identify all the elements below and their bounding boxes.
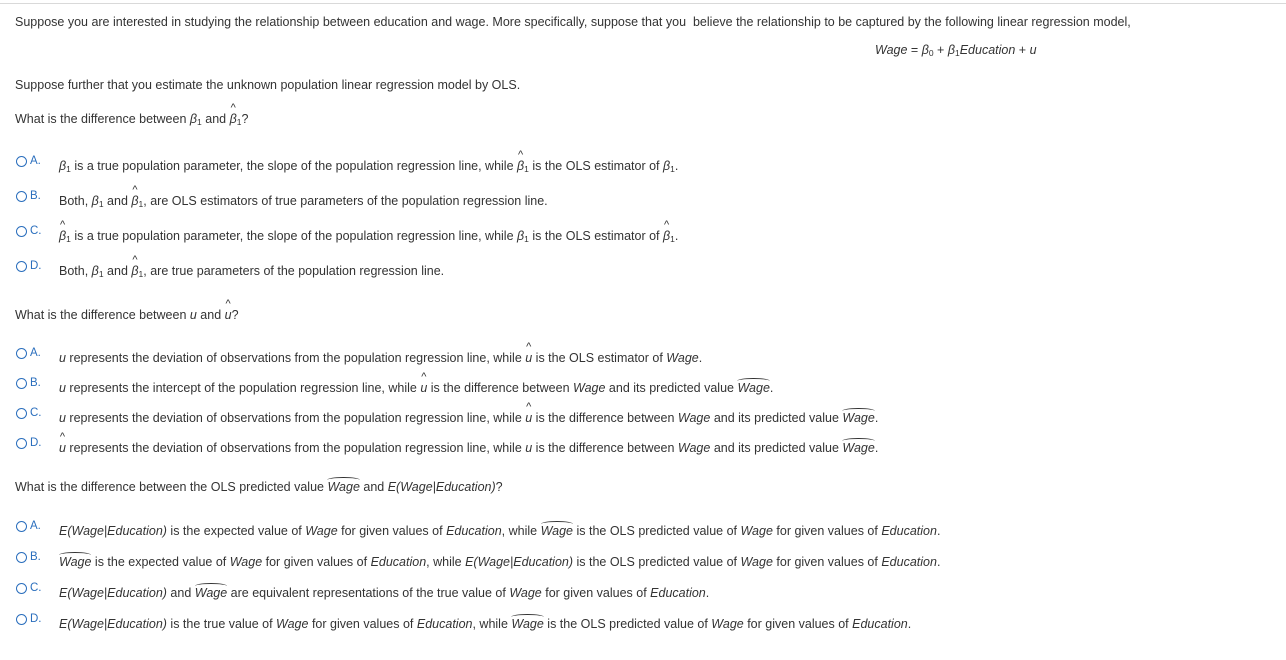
- q1-option-c-radio[interactable]: [16, 226, 27, 237]
- q1-option-d[interactable]: D. Both, $\beta_1$ and ^ $\beta_1$, are true parameters of the population regression line.: [16, 260, 42, 274]
- q2-option-d[interactable]: D. ^ u represents the deviation of observations from the population regression line, while u is the difference between Wage and its predicted value Wage.: [16, 437, 42, 451]
- q3-option-b[interactable]: B. Wage is the expected value of Wage for given values of Education, while E(Wage|Education) is the OLS predicted value of Wage for given values of Education.: [16, 551, 41, 565]
- q1-option-d-radio[interactable]: [16, 261, 27, 272]
- q2-option-c[interactable]: C. u represents the deviation of observations from the population regression line, while ^ u is the difference between Wage and its predicted value Wage.: [16, 407, 42, 421]
- q2-option-d-radio[interactable]: [16, 438, 27, 449]
- estimate-text: Suppose further that you estimate the unknown population linear regression model by OLS.: [15, 78, 521, 92]
- regression-equation: Wage = $\beta_0$ + $\beta_1Education + u$: [875, 43, 1037, 58]
- q1-option-a[interactable]: A. $\beta_1$ is a true population parameter, the slope of the population regression line, while ^ $\beta_1$ is the OLS estimator of $\beta_1$.: [16, 155, 41, 169]
- q1-option-c[interactable]: C. ^ $\beta_1$ is a true population parameter, the slope of the population regression line, while $\beta_1$ is the OLS estimator of ^ $\beta_1$.: [16, 225, 42, 239]
- q3-option-d[interactable]: D. E(Wage|Education) is the true value of Wage for given values of Education, while Wage is the OLS predicted value of Wage for given values of Education.: [16, 613, 42, 627]
- q2-option-a[interactable]: A. u represents the deviation of observations from the population regression line, while ^ u is the OLS estimator of Wage.: [16, 347, 41, 361]
- question-1-text: What is the difference between $\beta_1$ and ^ $\beta_1$?: [15, 112, 248, 126]
- q2-option-a-radio[interactable]: [16, 348, 27, 359]
- q2-option-c-radio[interactable]: [16, 408, 27, 419]
- q1-option-b[interactable]: B. Both, $\beta_1$ and ^ $\beta_1$, are OLS estimators of true parameters of the population regression line.: [16, 190, 41, 204]
- q3-option-d-radio[interactable]: [16, 614, 27, 625]
- top-divider: [0, 3, 1286, 4]
- intro-text: Suppose you are interested in studying the relationship between education and wage. More specifically, suppose that you believe the relationship to be captured by the following linear regression model,: [15, 15, 1131, 29]
- q3-option-a-radio[interactable]: [16, 521, 27, 532]
- q1-option-b-radio[interactable]: [16, 191, 27, 202]
- question-3-text: What is the difference between the OLS predicted value Wage and E(Wage|Education)?: [15, 480, 503, 494]
- question-2-text: What is the difference between u and ^ u?: [15, 308, 239, 322]
- q3-option-c[interactable]: C. E(Wage|Education) and Wage are equivalent representations of the true value of Wage for given values of Education.: [16, 582, 42, 596]
- q2-option-b[interactable]: B. u represents the intercept of the population regression line, while ^ u is the difference between Wage and its predicted value Wage.: [16, 377, 41, 391]
- q2-option-b-radio[interactable]: [16, 378, 27, 389]
- q3-option-a[interactable]: A. E(Wage|Education) is the expected value of Wage for given values of Education, while Wage is the OLS predicted value of Wage for given values of Education.: [16, 520, 41, 534]
- q3-option-c-radio[interactable]: [16, 583, 27, 594]
- q3-option-b-radio[interactable]: [16, 552, 27, 563]
- q1-option-a-radio[interactable]: [16, 156, 27, 167]
